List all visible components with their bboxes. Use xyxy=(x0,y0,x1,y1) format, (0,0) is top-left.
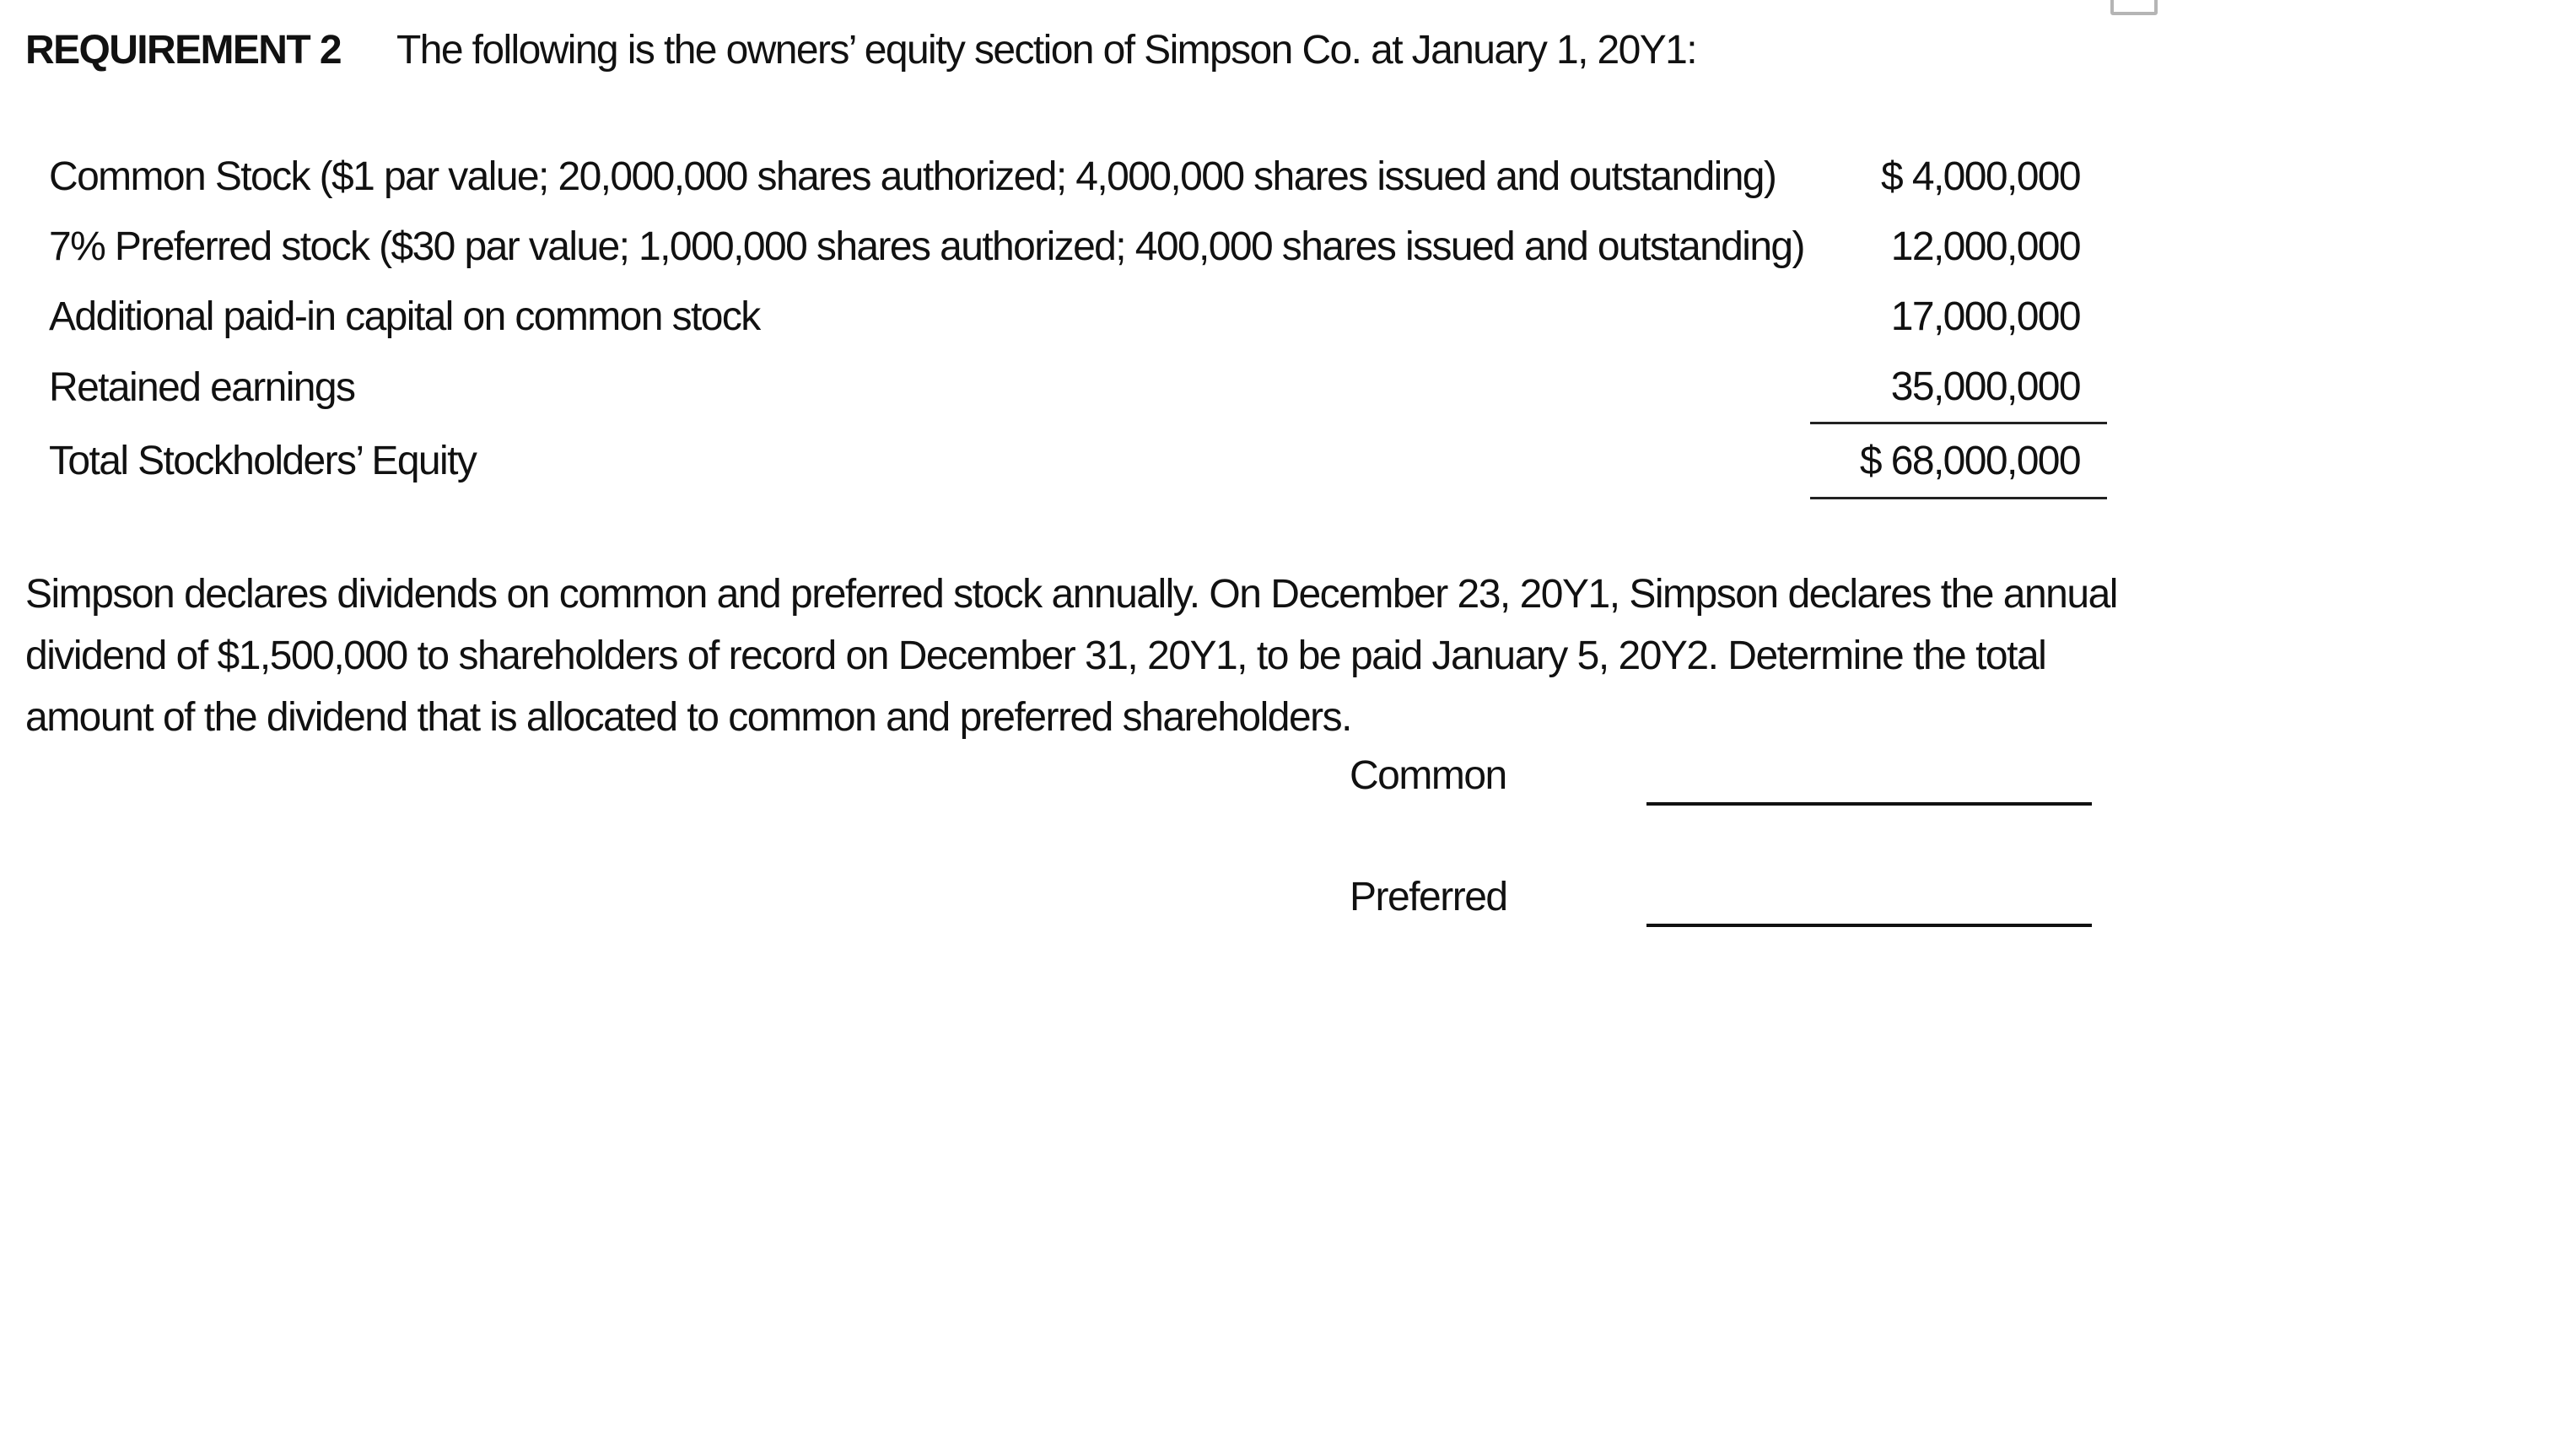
table-row xyxy=(49,142,2107,212)
question-line: amount of the dividend that is allocated to common and preferred shareholders. xyxy=(25,695,1351,740)
table-row xyxy=(49,212,2107,282)
common-answer-field[interactable] xyxy=(1646,753,2092,806)
common-label: Common xyxy=(1350,752,1506,798)
question-line: dividend of $1,500,000 to shareholders of record on December 31, 20Y1, to be paid January 5, 20Y2. Determine the total xyxy=(25,633,2046,678)
corner-checkbox[interactable] xyxy=(2110,0,2158,15)
preferred-answer-field[interactable] xyxy=(1646,875,2092,927)
table-row xyxy=(49,352,2107,423)
requirement-label: REQUIREMENT 2 xyxy=(25,27,341,73)
equity-amount: $ 4,000,000 xyxy=(1881,154,2080,199)
equity-section-table xyxy=(49,142,2107,499)
total-row xyxy=(49,423,2107,499)
preferred-label: Preferred xyxy=(1350,874,1507,919)
equity-label: Additional paid-in capital on common stock xyxy=(49,294,760,339)
total-amount: $ 68,000,000 xyxy=(1810,423,2107,499)
equity-amount: 12,000,000 xyxy=(1890,224,2080,269)
equity-label: Retained earnings xyxy=(49,364,355,410)
total-label: Total Stockholders’ Equity xyxy=(49,438,477,483)
question-paragraph xyxy=(25,563,2134,748)
table-row xyxy=(49,282,2107,352)
equity-amount: 35,000,000 xyxy=(1810,352,2107,423)
preferred-answer-row xyxy=(1350,867,2092,926)
common-answer-row xyxy=(1350,746,2092,805)
equity-label: Common Stock ($1 par value; 20,000,000 shares authorized; 4,000,000 shares issued and outstanding) xyxy=(49,154,1776,199)
intro-text: The following is the owners’ equity section of Simpson Co. at January 1, 20Y1: xyxy=(396,27,1696,73)
question-line: Simpson declares dividends on common and preferred stock annually. On December 23, 20Y1, Simpson declares the annual xyxy=(25,572,2117,617)
equity-label: 7% Preferred stock ($30 par value; 1,000,000 shares authorized; 400,000 shares issued and outstanding) xyxy=(49,224,1804,269)
requirement-header xyxy=(25,20,1696,79)
equity-amount: 17,000,000 xyxy=(1890,294,2080,339)
